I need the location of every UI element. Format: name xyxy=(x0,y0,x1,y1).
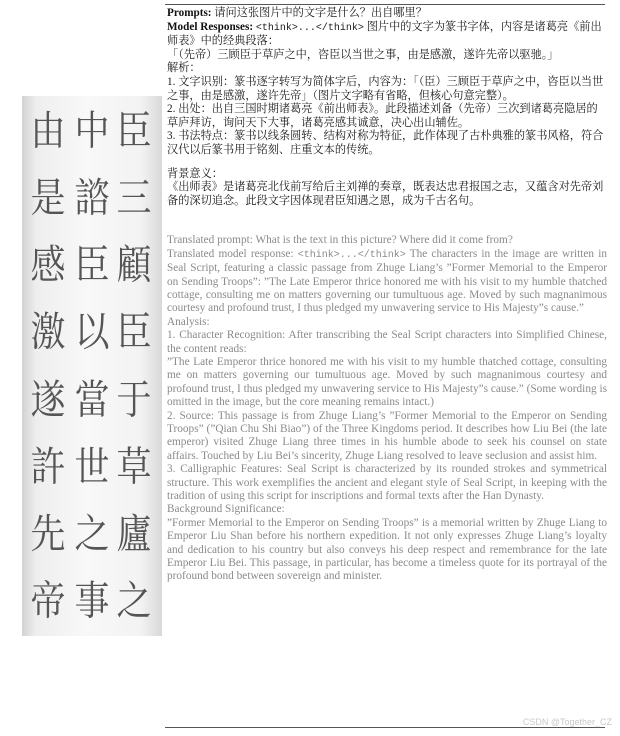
seal-char: 之 xyxy=(74,511,110,558)
seal-char: 由 xyxy=(30,109,66,155)
seal-char: 臣 xyxy=(116,109,152,155)
zh-quote: 「（先帝）三顾臣于草庐之中，咨臣以当世之事，由是感激，遂许先帝以驱驰。」 xyxy=(167,48,559,61)
en-point-1b: ”The Late Emperor thrice honored me with his visit to my humble thatched cottage, consulting me on matters governing our tumultuous age. Moved by such magnanimous courtesy and profound trust, I thus pledged my unwavering service to His Majesty”s cause.” (Some wording is omitted in the image, but the core meaning remains intact.) xyxy=(167,355,607,409)
en-background-label: Background Significance: xyxy=(167,503,285,516)
seal-char: 諮 xyxy=(74,176,110,223)
seal-char: 世 xyxy=(74,444,110,491)
seal-char: 臣 xyxy=(116,310,152,357)
en-prompt: Translated prompt: What is the text in this picture? Where did it come from? xyxy=(167,234,513,247)
prompt-line xyxy=(167,7,607,21)
en-point-1a: 1. Character Recognition: After transcribing the Seal Script characters into Simplified Chinese, the content reads: xyxy=(167,329,607,355)
seal-char: 廬 xyxy=(116,511,152,558)
en-response xyxy=(167,248,607,316)
prompt-label: Prompts: xyxy=(167,7,212,19)
zh-background-label: 背景意义： xyxy=(167,167,223,180)
seal-char: 遂 xyxy=(30,377,66,424)
prompt-text: 请问这张图片中的文字是什么？出自哪里？ xyxy=(214,7,427,19)
seal-char: 之 xyxy=(116,578,152,625)
seal-column-1 xyxy=(114,109,154,625)
seal-char: 于 xyxy=(116,377,152,424)
en-background: ”Former Memorial to the Emperor on Sending Troops” is a memorial written by Zhuge Liang to Emperor Liu Shan before his northern expedition. It not only expresses Zhuge Liang’s loyalty and dedication to his country but also conveys his deep respect and remembrance for the late Emperor Liu Bei. This passage, in particular, has become a timeless quote for its portrayal of the profound bond between sovereign and minister. xyxy=(167,516,607,583)
english-section xyxy=(167,234,607,584)
seal-char: 中 xyxy=(74,109,110,155)
en-point-3: 3. Calligraphic Features: Seal Script is characterized by its rounded strokes and symmetrical structure. This work exemplifies the ancient and elegant style of Seal Script, in keeping with the tradition of using this script for inscriptions and formal texts after the Han Dynasty. xyxy=(167,463,607,503)
watermark: CSDN @Together_CZ xyxy=(522,717,612,727)
seal-char: 先 xyxy=(30,511,66,558)
seal-script-image xyxy=(22,96,162,636)
bottom-rule xyxy=(165,727,605,728)
response-line xyxy=(167,21,607,49)
en-analysis-label: Analysis: xyxy=(167,315,210,328)
response-label: Model Responses: xyxy=(167,20,254,33)
zh-analysis-label: 解析： xyxy=(167,62,201,75)
seal-char: 當 xyxy=(74,377,110,424)
en-response-body: The characters in the image are written in Seal Script, featuring a classic passage from Zhuge Liang’s ”Former Memorial to the Emperor on Sending Troops”: ”The Late Emperor thrice honored me with his visit to my humble thatched cottage, consulting me on matters governing our tumultuous age. Moved by such magnanimous courtesy and profound trust, I thus pledged my unwavering service to His Majesty”s cause.” xyxy=(167,247,607,315)
zh-response-1: 图片中的文字为篆书字体，内容是诸葛亮《前出师表》中的经典段落： xyxy=(167,20,602,48)
chinese-section xyxy=(167,7,607,208)
seal-char: 以 xyxy=(74,310,110,357)
seal-char: 事 xyxy=(74,578,110,625)
seal-char: 臣 xyxy=(74,243,110,290)
seal-char: 草 xyxy=(116,444,152,491)
seal-char: 帝 xyxy=(30,578,66,625)
zh-background: 《出师表》是诸葛亮北伐前写给后主刘禅的奏章，既表达忠君报国之志，又蕴含对先帝刘备的深切追念。此段文字因体现君臣知遇之恩，成为千古名句。 xyxy=(167,181,604,207)
seal-char: 三 xyxy=(116,176,152,223)
top-rule xyxy=(165,4,605,5)
seal-char: 感 xyxy=(30,243,66,290)
seal-char: 許 xyxy=(30,444,66,491)
en-point-2: 2. Source: This passage is from Zhuge Liang’s ”Former Memorial to the Emperor on Sending Troops” (”Qian Chu Shi Biao”) of the Three Kingdoms period. It describes how Liu Bei (the late emperor) visited Zhuge Liang three times in his humble abode to seek his counsel on state affairs. Touched by Liu Bei’s sincerity, Zhuge Liang resolved to leave seclusion and assist him. xyxy=(167,409,607,462)
think-tag: <think>...</think> xyxy=(255,22,364,34)
en-think-tag: <think>...</think> xyxy=(297,249,406,261)
seal-char: 顧 xyxy=(116,243,152,290)
response-text-area xyxy=(167,7,607,584)
seal-char: 是 xyxy=(30,176,66,223)
zh-point-2: 2. 出处：出自三国时期诸葛亮《前出师表》。此段描述刘备（先帝）三次到诸葛亮隐居的草庐拜访，询问天下大事，诸葛亮感其诚意，决心出山辅佐。 xyxy=(167,103,598,129)
seal-column-3 xyxy=(28,109,68,625)
en-response-prefix: Translated model response: xyxy=(167,247,294,260)
seal-column-2 xyxy=(72,109,112,625)
zh-point-3: 3. 书法特点：篆书以线条圆转、结构对称为特征，此作体现了古朴典雅的篆书风格，符合汉代以后篆书用于铭刻、庄重文本的传统。 xyxy=(167,130,604,156)
zh-point-1: 1. 文字识别：篆书逐字转写为简体字后，内容为：「（臣）三顾臣于草庐之中，咨臣以当世之事，由是感激，遂许先帝」（图片文字略有省略，但核心句意完整）。 xyxy=(167,75,604,102)
seal-char: 激 xyxy=(30,310,66,357)
